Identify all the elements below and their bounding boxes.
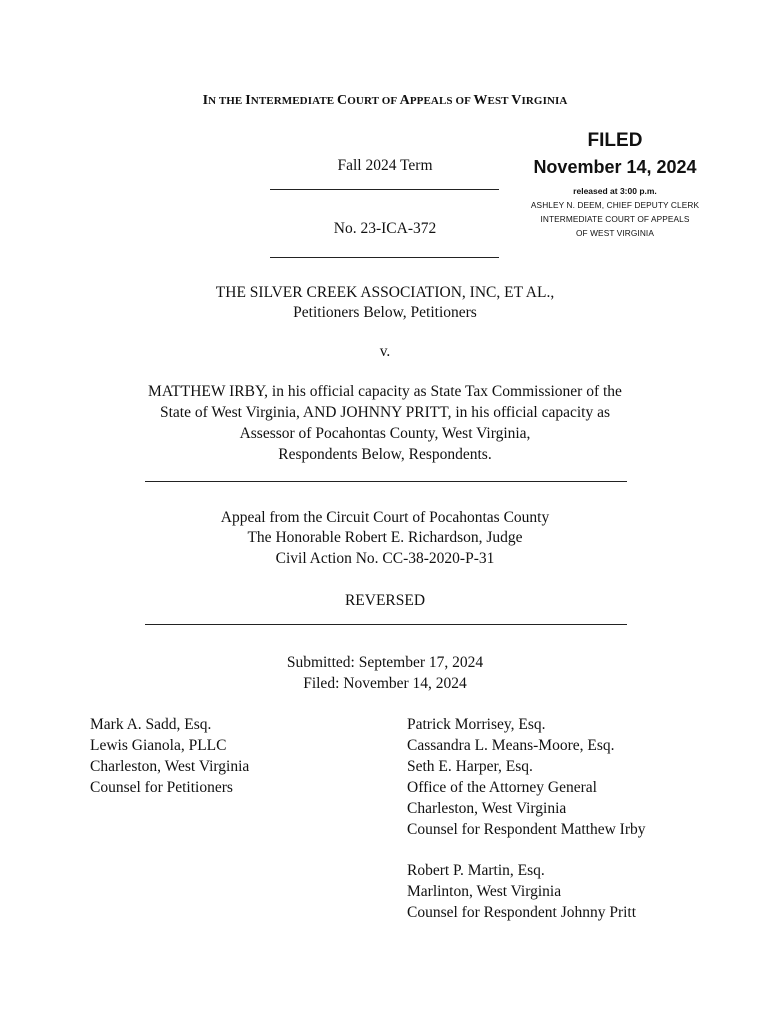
counsel-line: Mark A. Sadd, Esq. xyxy=(90,716,212,733)
counsel-line: Counsel for Respondent Johnny Pritt xyxy=(407,904,637,921)
filed-stamp-court: INTERMEDIATE COURT OF APPEALS xyxy=(540,214,690,224)
heading-text: PPEALS OF xyxy=(409,95,474,107)
heading-text: IRGINIA xyxy=(521,95,568,107)
respondents-line: State of West Virginia, AND JOHNNY PRITT, in his official capacity as xyxy=(160,404,610,421)
counsel-line: Cassandra L. Means-Moore, Esq. xyxy=(407,737,615,754)
counsel-line: Counsel for Respondent Matthew Irby xyxy=(407,821,646,838)
filed-stamp-clerk: ASHLEY N. DEEM, CHIEF DEPUTY CLERK xyxy=(530,200,700,210)
versus: v. xyxy=(379,343,391,360)
counsel-line: Office of the Attorney General xyxy=(407,779,597,796)
counsel-line: Patrick Morrisey, Esq. xyxy=(407,716,546,733)
petitioners-role: Petitioners Below, Petitioners xyxy=(293,304,477,321)
court-heading xyxy=(0,93,770,109)
respondents-line: MATTHEW IRBY, in his official capacity as State Tax Commissioner of the xyxy=(148,383,622,400)
respondents-line: Assessor of Pocahontas County, West Virginia, xyxy=(239,425,531,442)
heading-text: EST xyxy=(487,95,512,107)
counsel-line: Seth E. Harper, Esq. xyxy=(407,758,533,775)
submitted-date: Submitted: September 17, 2024 xyxy=(286,654,484,671)
heading-letter: C xyxy=(337,93,348,108)
counsel-line: Robert P. Martin, Esq. xyxy=(407,862,545,879)
divider xyxy=(270,257,499,258)
divider xyxy=(145,624,627,625)
divider xyxy=(145,481,627,482)
respondents-role: Respondents Below, Respondents. xyxy=(278,446,492,463)
heading-letter: I xyxy=(245,93,251,108)
heading-text: N THE xyxy=(208,95,246,107)
counsel-line: Charleston, West Virginia xyxy=(407,800,567,817)
heading-letter: I xyxy=(202,93,209,108)
appeal-line: Civil Action No. CC-38-2020-P-31 xyxy=(275,550,495,567)
filed-stamp-date: November 14, 2024 xyxy=(533,157,697,177)
petitioners-name: THE SILVER CREEK ASSOCIATION, INC, ET AL., xyxy=(215,284,555,301)
counsel-line: Counsel for Petitioners xyxy=(90,779,233,796)
filed-stamp-released: released at 3:00 p.m. xyxy=(573,186,657,196)
docket-number: No. 23-ICA-372 xyxy=(333,220,437,237)
heading-letter: A xyxy=(399,93,410,108)
divider xyxy=(270,189,499,190)
disposition: REVERSED xyxy=(344,592,426,609)
heading-letter: W xyxy=(473,93,488,108)
filed-stamp-state: OF WEST VIRGINIA xyxy=(576,228,654,238)
counsel-line: Marlinton, West Virginia xyxy=(407,883,562,900)
counsel-respondent-pritt xyxy=(407,860,636,923)
term-label: Fall 2024 Term xyxy=(337,157,433,174)
counsel-respondent-irby xyxy=(407,714,646,840)
counsel-line: Charleston, West Virginia xyxy=(90,758,250,775)
heading-letter: V xyxy=(511,93,522,108)
filed-stamp-label: FILED xyxy=(587,130,643,151)
filed-date: Filed: November 14, 2024 xyxy=(303,675,467,692)
heading-text: NTERMEDIATE xyxy=(250,95,338,107)
heading-text: OURT OF xyxy=(347,95,400,107)
counsel-line: Lewis Gianola, PLLC xyxy=(90,737,227,754)
counsel-petitioners xyxy=(90,714,249,798)
appeal-line: The Honorable Robert E. Richardson, Judge xyxy=(247,529,523,546)
appeal-line: Appeal from the Circuit Court of Pocahontas County xyxy=(220,509,550,526)
